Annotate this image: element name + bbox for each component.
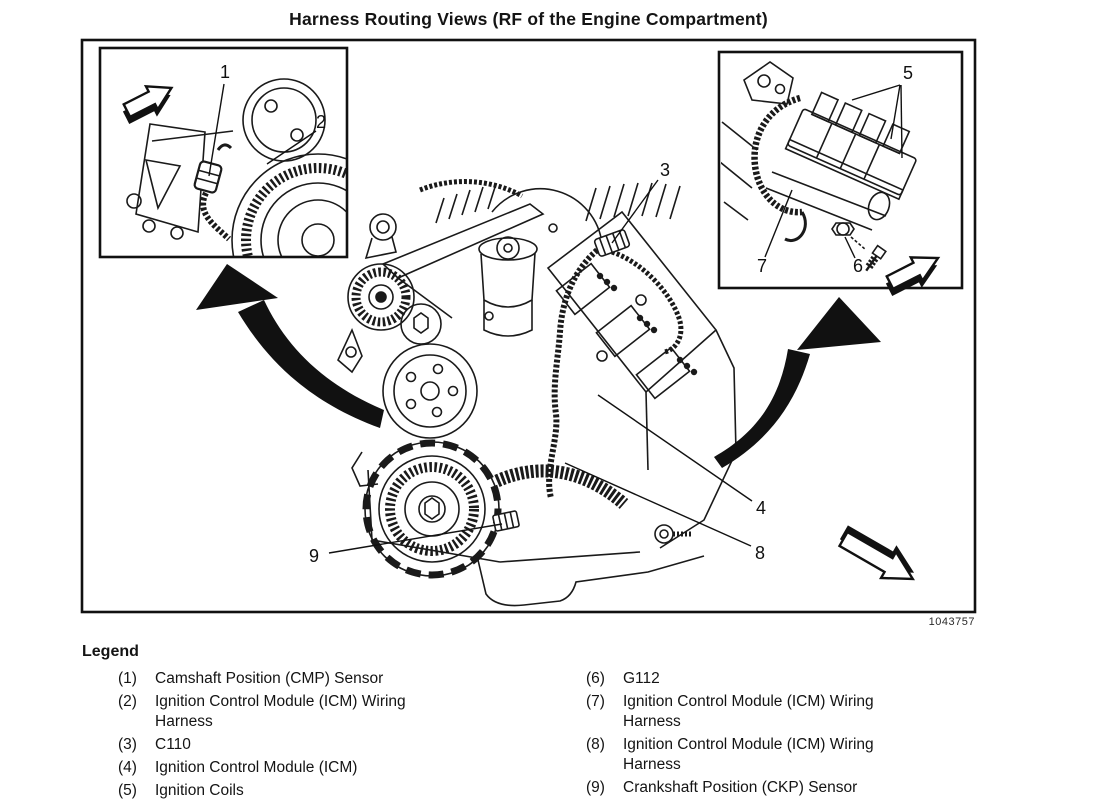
legend-item-text: Ignition Control Module (ICM) bbox=[155, 759, 358, 776]
legend-item-4 bbox=[118, 758, 518, 778]
legend-item-8 bbox=[586, 735, 986, 775]
legend-item-5 bbox=[118, 781, 518, 801]
legend-item-text: G112 bbox=[623, 670, 660, 687]
legend-item-number: (6) bbox=[586, 670, 605, 687]
legend-item-1 bbox=[118, 669, 518, 689]
inset-right-frame bbox=[719, 52, 962, 288]
legend-item-2 bbox=[118, 692, 518, 732]
legend-item-text: Crankshaft Position (CKP) Sensor bbox=[623, 779, 858, 796]
legend-heading: Legend bbox=[82, 643, 139, 660]
legend-item-3 bbox=[118, 735, 518, 755]
callout-2: 2 bbox=[315, 112, 327, 132]
legend-item-7 bbox=[586, 692, 986, 732]
legend-item-number: (7) bbox=[586, 693, 605, 710]
legend-column-left bbox=[118, 669, 518, 804]
legend-item-number: (8) bbox=[586, 736, 605, 753]
callout-5: 5 bbox=[902, 63, 914, 83]
callout-4: 4 bbox=[755, 498, 767, 518]
legend-item-number: (4) bbox=[118, 759, 137, 776]
legend-item-text: Ignition Control Module (ICM) Wiring Harness bbox=[623, 693, 874, 730]
callout-8: 8 bbox=[754, 543, 766, 563]
legend-item-number: (2) bbox=[118, 693, 137, 710]
legend-item-text: Ignition Coils bbox=[155, 782, 244, 799]
legend-item-number: (1) bbox=[118, 670, 137, 687]
legend-item-6 bbox=[586, 669, 986, 689]
callout-6: 6 bbox=[852, 256, 864, 276]
legend-item-number: (9) bbox=[586, 779, 605, 796]
legend-item-9 bbox=[586, 778, 986, 798]
legend-item-text: Ignition Control Module (ICM) Wiring Harness bbox=[623, 736, 874, 773]
callout-1: 1 bbox=[219, 62, 231, 82]
callout-3: 3 bbox=[659, 160, 671, 180]
legend-item-number: (3) bbox=[118, 736, 137, 753]
figure-number: 1043757 bbox=[928, 616, 975, 628]
callout-9: 9 bbox=[308, 546, 320, 566]
page-title: Harness Routing Views (RF of the Engine Compartment) bbox=[289, 9, 768, 29]
callout-7: 7 bbox=[756, 256, 768, 276]
legend-item-number: (5) bbox=[118, 782, 137, 799]
legend-item-text: Ignition Control Module (ICM) Wiring Harness bbox=[155, 693, 406, 730]
legend-item-text: C110 bbox=[155, 736, 191, 753]
legend-item-text: Camshaft Position (CMP) Sensor bbox=[155, 670, 384, 687]
legend-column-right bbox=[586, 669, 986, 801]
